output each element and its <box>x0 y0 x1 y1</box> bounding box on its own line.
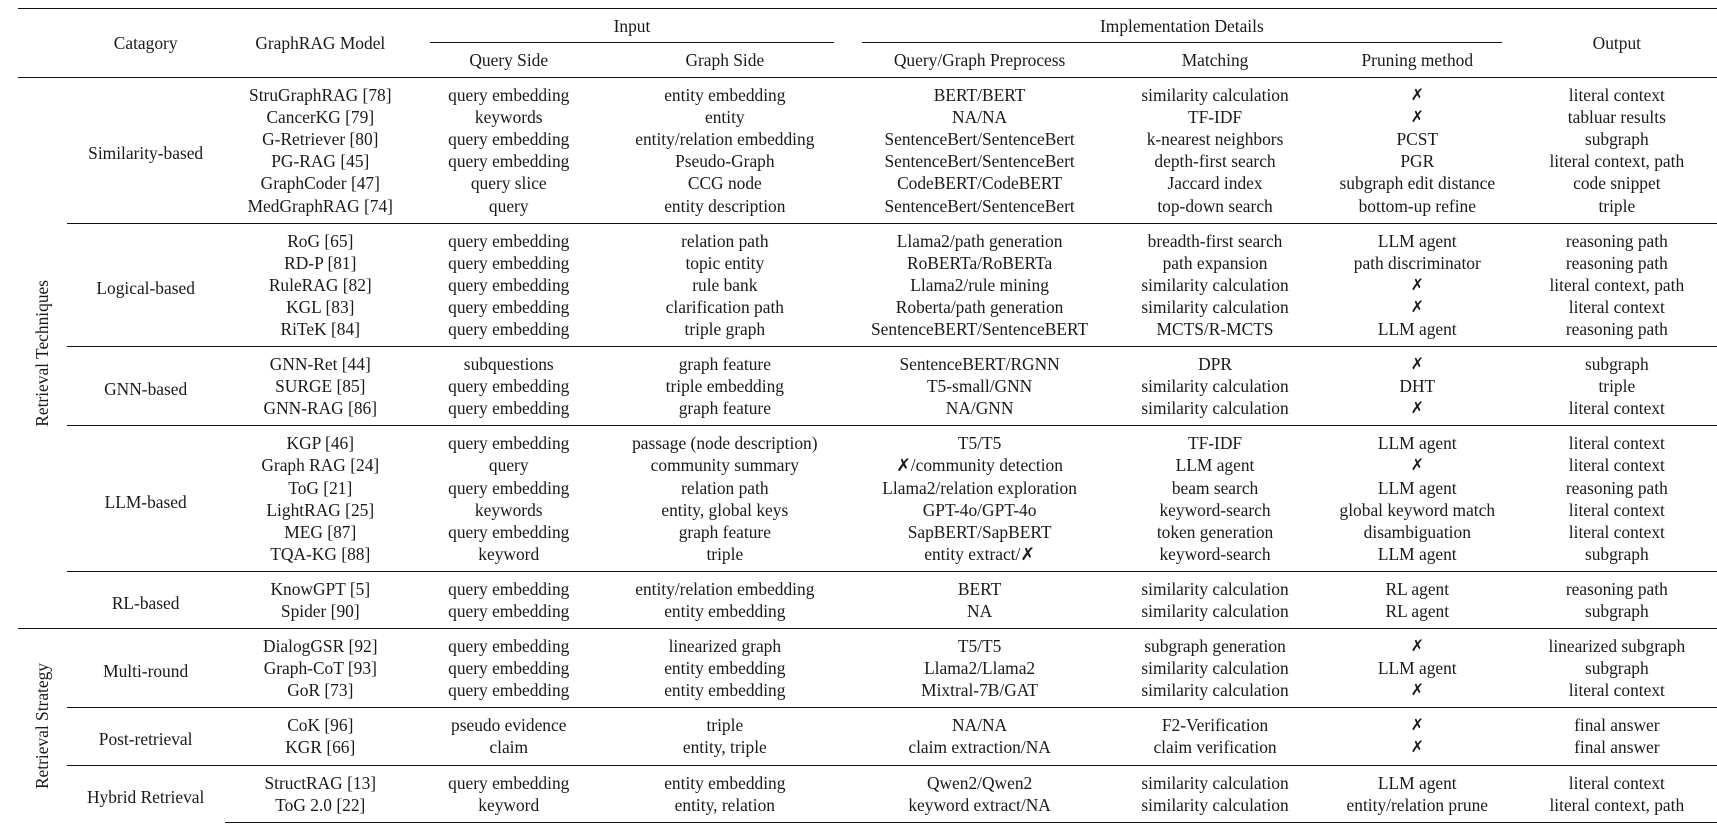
model-cell: StructRAG [13] <box>225 765 416 794</box>
query-side-cell: keywords <box>474 107 543 128</box>
table-row <box>18 477 1717 499</box>
table-row <box>18 600 1717 629</box>
pruning-cell: ✗ <box>1410 455 1424 475</box>
output-cell: reasoning path <box>1516 223 1717 252</box>
query-side-cell: query slice <box>470 173 547 194</box>
pruning-cell: RL agent <box>1385 601 1450 622</box>
table-row <box>18 426 1717 455</box>
matching-cell: similarity calculation <box>1141 601 1289 622</box>
pruning-cell: PCST <box>1396 129 1439 150</box>
model-cell: PG-RAG [45] <box>271 151 370 172</box>
model-cell: DialogGSR [92] <box>225 629 416 658</box>
model-cell: Graph RAG [24] <box>261 455 380 476</box>
graph-side-cell: triple <box>602 708 848 737</box>
preprocess-cell: NA/GNN <box>945 398 1014 419</box>
pruning-cell: ✗ <box>1410 274 1424 294</box>
query-side-cell: query embedding <box>448 521 570 542</box>
table-row <box>18 150 1717 172</box>
header-implementation: Implementation Details <box>848 9 1516 44</box>
graph-side-cell: triple <box>706 543 744 564</box>
matching-cell: similarity calculation <box>1111 78 1319 107</box>
matching-cell: similarity calculation <box>1111 794 1319 823</box>
output-cell: literal context, path <box>1549 151 1685 172</box>
table-row <box>18 679 1717 708</box>
output-cell: literal context <box>1568 398 1665 419</box>
preprocess-cell: T5/T5 <box>848 426 1111 455</box>
query-side-cell: claim <box>489 737 529 758</box>
section-label <box>18 78 67 629</box>
table-row <box>18 128 1717 150</box>
table-row <box>18 454 1717 476</box>
table-row <box>18 629 1717 658</box>
table-row <box>18 397 1717 426</box>
output-cell: tabluar results <box>1567 107 1666 128</box>
model-cell: GoR [73] <box>287 680 354 701</box>
matching-cell: beam search <box>1171 477 1259 498</box>
section-label-text: Retrieval Techniques <box>32 280 53 427</box>
output-cell: subgraph <box>1584 129 1649 150</box>
model-cell: RoG [65] <box>225 223 416 252</box>
table-row <box>18 296 1717 318</box>
model-cell: Graph-CoT [93] <box>263 658 377 679</box>
model-cell: KnowGPT [5] <box>225 571 416 600</box>
table-row <box>18 318 1717 347</box>
model-cell: Spider [90] <box>280 601 360 622</box>
preprocess-cell: Qwen2/Qwen2 <box>848 765 1111 794</box>
model-cell: MEG [87] <box>284 521 357 542</box>
matching-cell: Jaccard index <box>1167 173 1263 194</box>
section-body <box>18 629 1717 823</box>
output-cell: literal context, path <box>1549 274 1685 295</box>
preprocess-cell: RoBERTa/RoBERTa <box>906 252 1053 273</box>
graph-side-cell: entity description <box>664 195 786 216</box>
preprocess-cell: SapBERT/SapBERT <box>907 521 1052 542</box>
preprocess-cell: Mixtral-7B/GAT <box>921 680 1039 701</box>
pruning-cell: LLM agent <box>1377 658 1457 679</box>
preprocess-cell: SentenceBert/SentenceBert <box>884 151 1075 172</box>
output-cell: subgraph <box>1516 347 1717 376</box>
query-side-cell: query embedding <box>448 376 570 397</box>
graphrag-comparison-table <box>18 8 1717 823</box>
output-cell: literal context <box>1568 680 1665 701</box>
preprocess-cell: SentenceBERT/RGNN <box>848 347 1111 376</box>
table-row <box>18 375 1717 397</box>
table-row <box>18 521 1717 543</box>
query-side-cell: query embedding <box>416 629 602 658</box>
model-cell: RuleRAG [82] <box>268 274 372 295</box>
query-side-cell: query embedding <box>416 426 602 455</box>
query-side-cell: query embedding <box>448 129 570 150</box>
model-cell: ToG [21] <box>288 477 353 498</box>
graph-side-cell: entity embedding <box>602 765 848 794</box>
table-row <box>18 794 1717 823</box>
graph-side-cell: entity/relation embedding <box>635 129 815 150</box>
preprocess-cell: SentenceBERT/SentenceBERT <box>871 318 1089 339</box>
header-graph-side: Graph Side <box>685 50 765 70</box>
header-preprocess: Query/Graph Preprocess <box>893 50 1066 70</box>
model-cell: CancerKG [79] <box>266 107 375 128</box>
preprocess-cell: CodeBERT/CodeBERT <box>897 173 1063 194</box>
preprocess-cell: entity extract/✗ <box>924 543 1035 564</box>
pruning-cell: LLM agent <box>1319 765 1516 794</box>
output-cell: final answer <box>1516 708 1717 737</box>
category-cell: Hybrid Retrieval <box>67 765 225 822</box>
matching-cell: DPR <box>1111 347 1319 376</box>
query-side-cell: query embedding <box>448 252 570 273</box>
matching-cell: keyword-search <box>1159 543 1271 564</box>
query-side-cell: query embedding <box>448 296 570 317</box>
pruning-cell: ✗ <box>1410 737 1424 757</box>
matching-cell: k-nearest neighbors <box>1146 129 1284 150</box>
matching-cell: TF-IDF <box>1187 107 1243 128</box>
output-cell: subgraph <box>1584 658 1649 679</box>
output-cell: reasoning path <box>1565 252 1668 273</box>
matching-cell: F2-Verification <box>1111 708 1319 737</box>
header-output: Output <box>1516 9 1717 78</box>
pruning-cell: disambiguation <box>1363 521 1471 542</box>
pruning-cell: ✗ <box>1410 107 1424 127</box>
table-row <box>18 194 1717 223</box>
category-cell: Post-retrieval <box>67 708 225 765</box>
matching-cell: claim verification <box>1153 737 1277 758</box>
query-side-cell: query embedding <box>448 601 570 622</box>
output-cell: subgraph <box>1584 601 1649 622</box>
preprocess-cell: ✗/community detection <box>896 455 1063 476</box>
output-cell: code snippet <box>1573 173 1661 194</box>
graph-side-cell: community summary <box>650 455 799 476</box>
output-cell: reasoning path <box>1565 318 1668 339</box>
model-cell: GNN-RAG [86] <box>263 398 378 419</box>
preprocess-cell: T5/T5 <box>848 629 1111 658</box>
graph-side-cell: clarification path <box>665 296 784 317</box>
table-row <box>18 657 1717 679</box>
graph-side-cell: entity, triple <box>682 737 767 758</box>
output-cell: triple <box>1598 376 1636 397</box>
graph-side-cell: entity <box>705 107 745 128</box>
pruning-cell: LLM agent <box>1377 477 1457 498</box>
output-cell: reasoning path <box>1516 571 1717 600</box>
preprocess-cell: BERT/BERT <box>848 78 1111 107</box>
matching-cell: TF-IDF <box>1111 426 1319 455</box>
section-label <box>18 629 67 823</box>
matching-cell: similarity calculation <box>1141 274 1289 295</box>
graph-side-cell: rule bank <box>692 274 758 295</box>
preprocess-cell: T5-small/GNN <box>926 376 1033 397</box>
graph-side-cell: topic entity <box>685 252 765 273</box>
graph-side-cell: CCG node <box>687 173 762 194</box>
preprocess-cell: GPT-4o/GPT-4o <box>922 499 1037 520</box>
pruning-cell: entity/relation prune <box>1319 794 1516 823</box>
query-side-cell: query embedding <box>448 398 570 419</box>
graph-side-cell: triple graph <box>684 318 766 339</box>
query-side-cell: query embedding <box>448 477 570 498</box>
pruning-cell: LLM agent <box>1377 318 1457 339</box>
output-cell: final answer <box>1574 737 1660 758</box>
preprocess-cell: NA <box>967 601 993 622</box>
graph-side-cell: passage (node description) <box>602 426 848 455</box>
query-side-cell: subquestions <box>416 347 602 376</box>
pruning-cell: ✗ <box>1319 708 1516 737</box>
matching-cell: token generation <box>1156 521 1274 542</box>
output-cell: literal context <box>1568 296 1665 317</box>
matching-cell: similarity calculation <box>1141 658 1289 679</box>
header-matching: Matching <box>1181 50 1249 70</box>
matching-cell: LLM agent <box>1175 455 1255 476</box>
preprocess-cell: NA/NA <box>952 107 1008 128</box>
matching-cell: MCTS/R-MCTS <box>1156 318 1274 339</box>
table-row <box>18 499 1717 521</box>
query-side-cell: keyword <box>478 543 540 564</box>
matching-cell: subgraph generation <box>1111 629 1319 658</box>
header-pruning: Pruning method <box>1361 50 1474 70</box>
pruning-cell: DHT <box>1399 376 1436 397</box>
pruning-cell: ✗ <box>1410 398 1424 418</box>
output-cell: literal context, path <box>1516 794 1717 823</box>
query-side-cell: query <box>488 195 529 216</box>
section-label-text: Retrieval Strategy <box>32 663 53 790</box>
output-cell: literal context <box>1516 426 1717 455</box>
preprocess-cell: Llama2/relation exploration <box>882 477 1077 498</box>
model-cell: KGL [83] <box>286 296 355 317</box>
matching-cell: similarity calculation <box>1141 680 1289 701</box>
query-side-cell: query <box>488 455 529 476</box>
query-side-cell: query embedding <box>448 274 570 295</box>
output-cell: literal context <box>1568 455 1665 476</box>
output-cell: triple <box>1598 195 1636 216</box>
graph-side-cell: entity embedding <box>664 680 786 701</box>
table-row <box>18 252 1717 274</box>
query-side-cell: query embedding <box>448 151 570 172</box>
output-cell: reasoning path <box>1565 477 1668 498</box>
query-side-cell: query embedding <box>448 680 570 701</box>
graph-side-cell: entity, relation <box>602 794 848 823</box>
preprocess-cell: BERT <box>848 571 1111 600</box>
query-side-cell: query embedding <box>416 765 602 794</box>
matching-cell: breadth-first search <box>1111 223 1319 252</box>
pruning-cell: PGR <box>1400 151 1435 172</box>
graph-side-cell: graph feature <box>602 347 848 376</box>
model-cell: G-Retriever [80] <box>262 129 379 150</box>
model-cell: LightRAG [25] <box>266 499 375 520</box>
query-side-cell: query embedding <box>416 571 602 600</box>
pruning-cell: global keyword match <box>1339 499 1496 520</box>
pruning-cell: ✗ <box>1319 347 1516 376</box>
matching-cell: similarity calculation <box>1141 376 1289 397</box>
matching-cell: similarity calculation <box>1141 296 1289 317</box>
graph-side-cell: entity embedding <box>664 658 786 679</box>
output-cell: subgraph <box>1584 543 1649 564</box>
table-row <box>18 274 1717 296</box>
model-cell: RD-P [81] <box>284 252 357 273</box>
table-row <box>18 106 1717 128</box>
preprocess-cell: Roberta/path generation <box>895 296 1064 317</box>
category-cell: Multi-round <box>67 629 225 708</box>
pruning-cell: LLM agent <box>1319 223 1516 252</box>
query-side-cell: query embedding <box>448 658 570 679</box>
preprocess-cell: keyword extract/NA <box>848 794 1111 823</box>
output-cell: literal context <box>1568 499 1665 520</box>
table-row <box>18 347 1717 376</box>
table-row <box>18 708 1717 737</box>
matching-cell: similarity calculation <box>1111 765 1319 794</box>
model-cell: KGP [46] <box>225 426 416 455</box>
matching-cell: keyword-search <box>1159 499 1271 520</box>
graph-side-cell: relation path <box>602 223 848 252</box>
graph-side-cell: entity/relation embedding <box>602 571 848 600</box>
query-side-cell: keywords <box>474 499 543 520</box>
pruning-cell: LLM agent <box>1377 543 1457 564</box>
query-side-cell: keyword <box>416 794 602 823</box>
header-query-side: Query Side <box>469 50 549 70</box>
matching-cell: path expansion <box>1162 252 1268 273</box>
category-cell: LLM-based <box>67 426 225 572</box>
graph-side-cell: entity, global keys <box>661 499 789 520</box>
graph-side-cell: relation path <box>681 477 769 498</box>
pruning-cell: ✗ <box>1410 680 1424 700</box>
table-row <box>18 736 1717 765</box>
pruning-cell: ✗ <box>1319 78 1516 107</box>
model-cell: ToG 2.0 [22] <box>225 794 416 823</box>
table-row <box>18 223 1717 252</box>
model-cell: KGR [66] <box>285 737 356 758</box>
graph-side-cell: entity embedding <box>602 78 848 107</box>
preprocess-cell: claim extraction/NA <box>908 737 1051 758</box>
matching-cell: similarity calculation <box>1141 398 1289 419</box>
matching-cell: top-down search <box>1157 195 1273 216</box>
section-body <box>18 78 1717 629</box>
preprocess-cell: Llama2/Llama2 <box>924 658 1036 679</box>
output-cell: literal context <box>1568 521 1665 542</box>
pruning-cell: subgraph edit distance <box>1339 173 1496 194</box>
model-cell: SURGE [85] <box>275 376 366 397</box>
output-cell: literal context <box>1516 765 1717 794</box>
preprocess-cell: NA/NA <box>848 708 1111 737</box>
table-row <box>18 172 1717 194</box>
model-cell: TQA-KG [88] <box>270 543 371 564</box>
preprocess-cell: SentenceBert/SentenceBert <box>884 195 1075 216</box>
table-row <box>18 543 1717 572</box>
category-cell: GNN-based <box>67 347 225 426</box>
table-row <box>18 78 1717 107</box>
pruning-cell: path discriminator <box>1353 252 1481 273</box>
header-row-1 <box>18 9 1717 44</box>
output-cell: literal context <box>1516 78 1717 107</box>
output-cell: linearized subgraph <box>1516 629 1717 658</box>
category-cell: Logical-based <box>67 223 225 346</box>
table-row <box>18 571 1717 600</box>
preprocess-cell: Llama2/path generation <box>848 223 1111 252</box>
preprocess-cell: SentenceBert/SentenceBert <box>884 129 1075 150</box>
category-cell: Similarity-based <box>67 78 225 224</box>
preprocess-cell: Llama2/rule mining <box>910 274 1049 295</box>
table-row <box>18 765 1717 794</box>
model-cell: GNN-Ret [44] <box>225 347 416 376</box>
header-section-blank <box>18 9 67 78</box>
model-cell: StruGraphRAG [78] <box>225 78 416 107</box>
graph-side-cell: graph feature <box>678 398 771 419</box>
model-cell: GraphCoder [47] <box>260 173 380 194</box>
graph-side-cell: linearized graph <box>602 629 848 658</box>
header-model: GraphRAG Model <box>225 9 416 78</box>
header-input: Input <box>416 9 848 44</box>
pruning-cell: bottom-up refine <box>1358 195 1476 216</box>
category-cell: RL-based <box>67 571 225 628</box>
matching-cell: depth-first search <box>1154 151 1276 172</box>
graph-side-cell: triple embedding <box>665 376 784 397</box>
model-cell: MedGraphRAG [74] <box>247 195 393 216</box>
query-side-cell: query embedding <box>448 318 570 339</box>
pruning-cell: RL agent <box>1319 571 1516 600</box>
pruning-cell: ✗ <box>1410 296 1424 316</box>
header-category: Catagory <box>67 9 225 78</box>
graph-side-cell: graph feature <box>678 521 771 542</box>
model-cell: CoK [96] <box>225 708 416 737</box>
query-side-cell: pseudo evidence <box>416 708 602 737</box>
pruning-cell: LLM agent <box>1319 426 1516 455</box>
graph-side-cell: entity embedding <box>664 601 786 622</box>
model-cell: RiTeK [84] <box>280 318 360 339</box>
pruning-cell: ✗ <box>1319 629 1516 658</box>
graph-side-cell: Pseudo-Graph <box>675 151 775 172</box>
query-side-cell: query embedding <box>416 223 602 252</box>
query-side-cell: query embedding <box>416 78 602 107</box>
matching-cell: similarity calculation <box>1111 571 1319 600</box>
